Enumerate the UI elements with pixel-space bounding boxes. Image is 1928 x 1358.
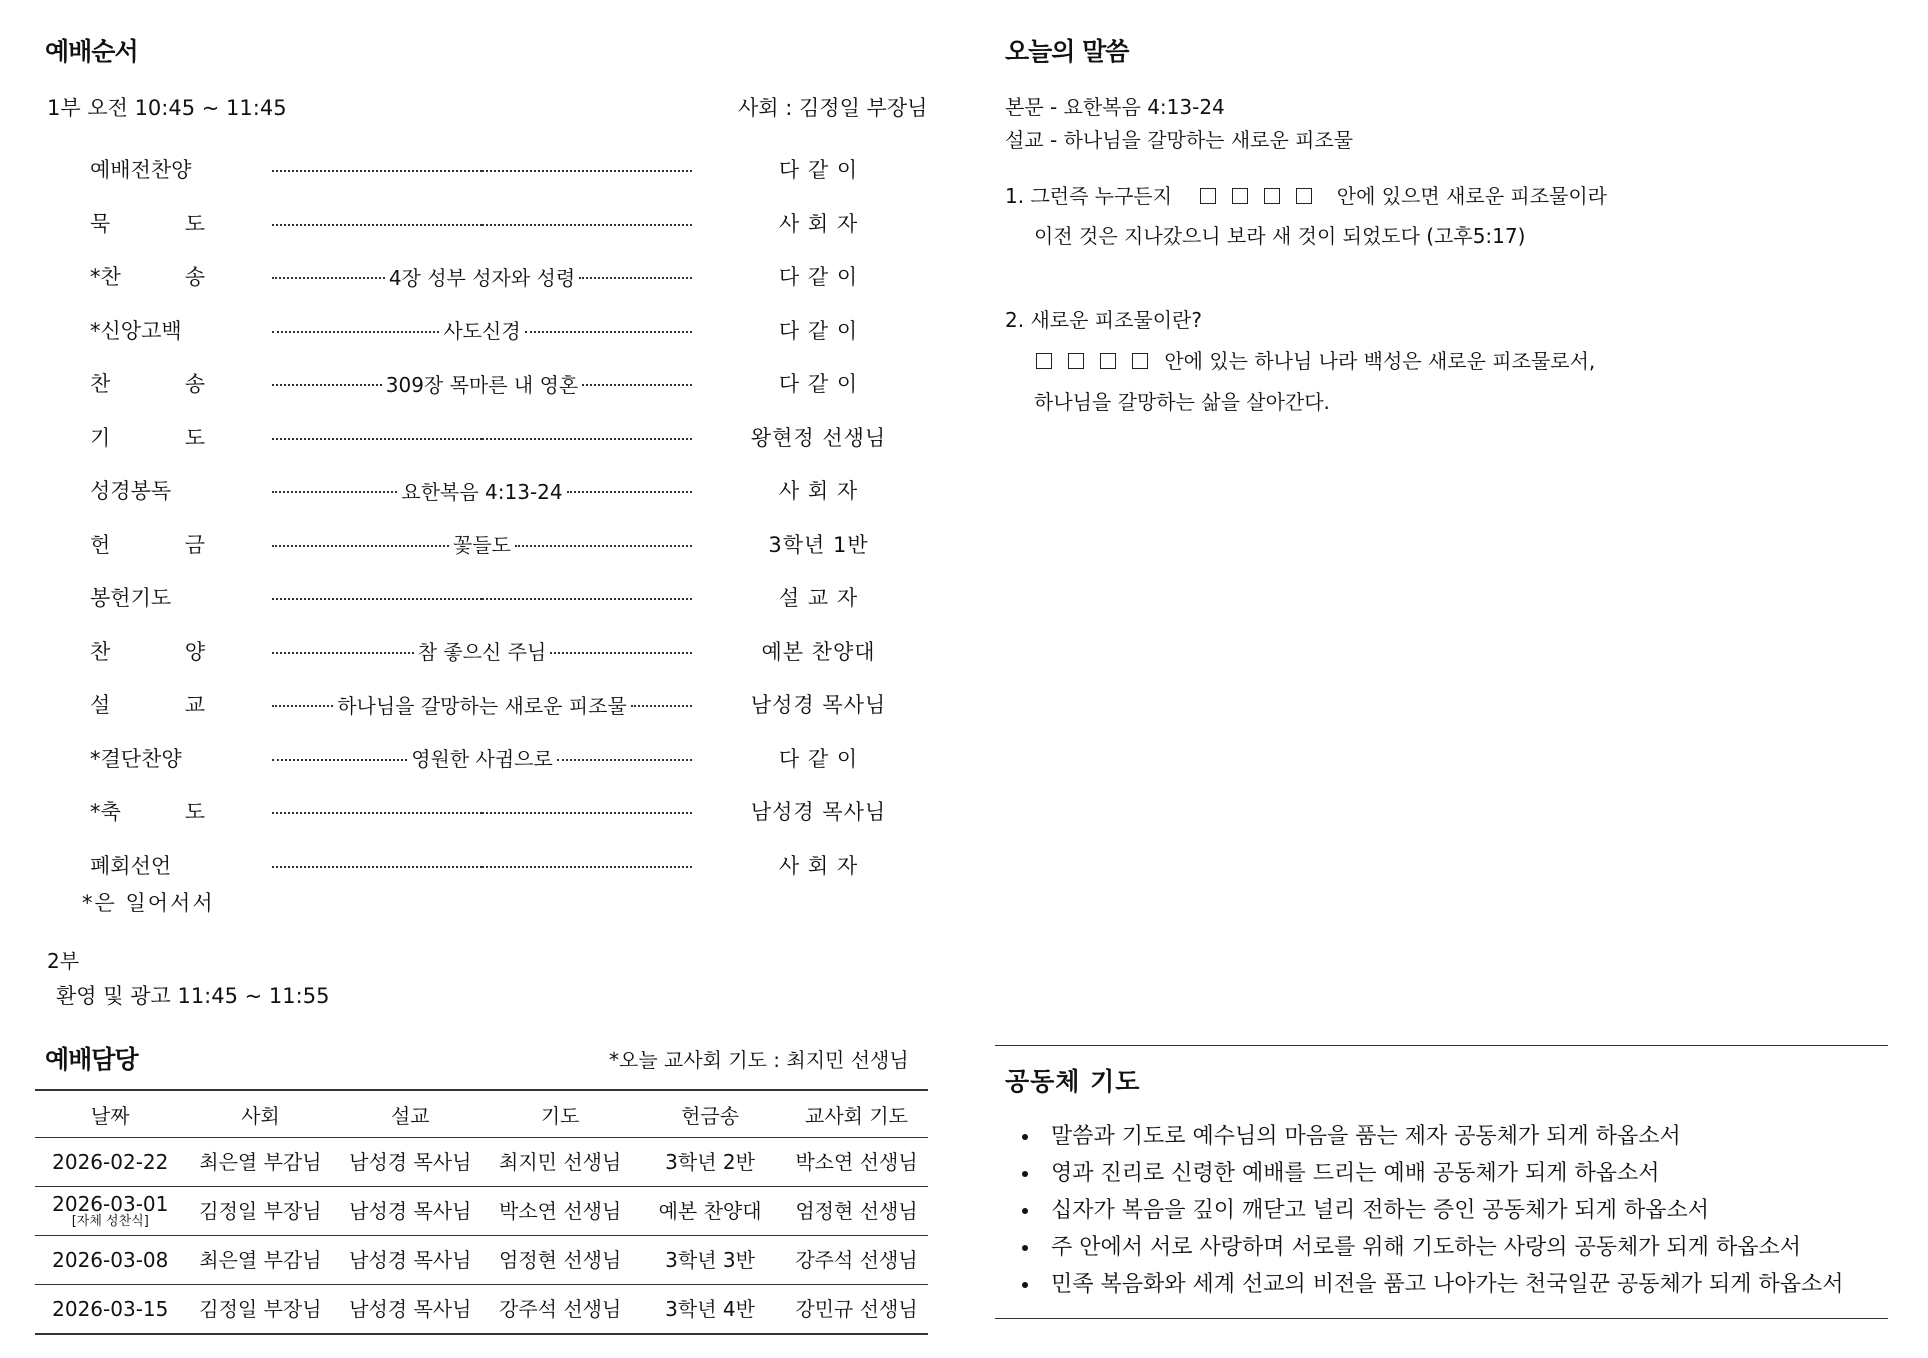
order-item-content: 요한복음 4:13-24: [401, 479, 563, 504]
blank-boxes: [1028, 349, 1156, 373]
table-row: [35, 1187, 928, 1236]
order-item-who: 사 회 자: [778, 853, 859, 878]
column-header-prayer: 기도: [485, 1090, 635, 1138]
table-row: [35, 1236, 928, 1285]
presider-cell: 최은열 부감님: [186, 1138, 336, 1187]
prayer-cell: 박소연 선생님: [485, 1187, 635, 1236]
order-item-who: 사 회 자: [778, 211, 859, 236]
order-item-content: 참 좋으신 주님: [417, 640, 547, 664]
order-item-content: 영원한 사귐으로: [411, 747, 553, 771]
order-item-name: *결단찬양: [90, 746, 182, 771]
blank-box: [1036, 353, 1052, 369]
order-item-who: 설 교 자: [778, 586, 859, 610]
presider-cell: 김정일 부장님: [186, 1187, 336, 1236]
date-text: 2026-03-08: [52, 1247, 169, 1272]
order-item: [0, 368, 1000, 398]
blank-box: [1132, 353, 1148, 369]
order-item-name: 예배전찬양: [90, 158, 192, 182]
session2-label: 2부: [47, 949, 80, 973]
order-item-who: 왕현정 선생님: [750, 425, 887, 450]
order-item-name: 찬 송: [90, 372, 205, 396]
point1-suffix: 안에 있으면 새로운 피조물이라: [1336, 184, 1607, 208]
date-text: 2026-02-22: [52, 1149, 169, 1174]
stand-note: *은 일어서서: [82, 891, 215, 915]
duty-table: [35, 1089, 928, 1335]
order-item-name: 묵 도: [90, 211, 205, 236]
blank-box: [1100, 353, 1116, 369]
list-item: • 민족 복음화와 세계 선교의 비전을 품고 나아가는 천국일꾼 공동체가 되게 하옵소서: [1041, 1266, 1844, 1303]
order-item-who: 다 같 이: [778, 158, 859, 182]
order-item-name: 봉헌기도: [90, 586, 172, 610]
column-header-presider: 사회: [186, 1090, 336, 1138]
point2-line-b: 하나님을 갈망하는 삶을 살아간다.: [1034, 390, 1330, 414]
order-item-name: 찬 양: [90, 639, 205, 664]
order-item-who: 남성경 목사님: [750, 800, 887, 824]
order-item: [0, 689, 1000, 719]
point1-line-a: [1005, 180, 1607, 209]
order-item-who: 예본 찬양대: [761, 639, 876, 664]
presider-cell: 최은열 부감님: [186, 1236, 336, 1285]
point1-line-b: 이전 것은 지나갔으니 보라 새 것이 되었도다 (고후5:17): [1034, 224, 1526, 248]
column-header-offering: 헌금송: [635, 1090, 785, 1138]
list-item: • 영과 진리로 신령한 예배를 드리는 예배 공동체가 되게 하옵소서: [1041, 1155, 1844, 1192]
blank-box: [1200, 188, 1216, 204]
prayer-cell: 최지민 선생님: [485, 1138, 635, 1187]
date-text: 2026-03-15: [52, 1296, 169, 1321]
community-title: 공동체 기도: [1005, 1067, 1141, 1096]
column-header-teacher-prayer: 교사회 기도: [785, 1090, 928, 1138]
order-item-who: 다 같 이: [778, 372, 859, 396]
order-item: [0, 315, 1000, 345]
order-item: [0, 636, 1000, 666]
preacher-cell: 남성경 목사님: [335, 1138, 485, 1187]
prayer-cell: 엄정현 선생님: [485, 1236, 635, 1285]
order-item: [0, 261, 1000, 291]
order-item-content: 꽃들도: [453, 533, 511, 557]
sermon-line: 설교 - 하나님을 갈망하는 새로운 피조물: [1005, 128, 1354, 152]
order-item: [0, 475, 1000, 505]
order-item: [0, 850, 1000, 880]
session2-text: 환영 및 광고 11:45 ~ 11:55: [56, 984, 330, 1008]
order-item-content: 사도신경: [443, 319, 521, 343]
section-divider-bottom: [995, 1318, 1888, 1319]
order-item-who: 다 같 이: [778, 265, 859, 289]
point2-title: 2. 새로운 피조물이란?: [1005, 308, 1202, 332]
table-row: [35, 1138, 928, 1187]
presider-info: 사회 : 김정일 부장님: [738, 96, 928, 120]
date-cell: [35, 1187, 186, 1236]
column-header-preacher: 설교: [335, 1090, 485, 1138]
preacher-cell: 남성경 목사님: [335, 1285, 485, 1335]
offering-cell: 3학년 2반: [635, 1138, 785, 1187]
list-item: • 주 안에서 서로 사랑하며 서로를 위해 기도하는 사랑의 공동체가 되게 하옵소서: [1041, 1229, 1844, 1266]
preacher-cell: 남성경 목사님: [335, 1236, 485, 1285]
prayer-cell: 강주석 선생님: [485, 1285, 635, 1335]
teacher-prayer-info: *오늘 교사회 기도 : 최지민 선생님: [609, 1048, 909, 1072]
date-note: [자체 성찬식]: [71, 1213, 149, 1229]
order-item: [0, 208, 1000, 238]
point2-line-a: [1028, 345, 1595, 374]
scripture-line: 본문 - 요한복음 4:13-24: [1005, 95, 1225, 119]
list-item: • 말씀과 기도로 예수님의 마음을 품는 제자 공동체가 되게 하옵소서: [1041, 1118, 1844, 1155]
date-cell: [35, 1138, 186, 1187]
offering-cell: 예본 찬양대: [635, 1187, 785, 1236]
order-item-content: 4장 성부 성자와 성령: [388, 265, 576, 290]
order-item: [0, 154, 1000, 184]
list-item: • 십자가 복음을 깊이 깨닫고 널리 전하는 증인 공동체가 되게 하옵소서: [1041, 1192, 1844, 1229]
order-item-name: 성경봉독: [90, 479, 172, 503]
order-item: [0, 582, 1000, 612]
date-cell: [35, 1285, 186, 1335]
table-header-row: [35, 1090, 928, 1138]
order-item-name: 기 도: [90, 425, 205, 450]
point2-suffix: 안에 있는 하나님 나라 백성은 새로운 피조물로서,: [1164, 349, 1596, 373]
teacher-prayer-cell: 박소연 선생님: [785, 1138, 928, 1187]
blank-box: [1232, 188, 1248, 204]
order-item-who: 남성경 목사님: [750, 693, 887, 717]
community-prayer-list: [1005, 1118, 1844, 1303]
date-cell: [35, 1236, 186, 1285]
teacher-prayer-cell: 강민규 선생님: [785, 1285, 928, 1335]
blank-box: [1264, 188, 1280, 204]
column-header-date: 날짜: [35, 1090, 186, 1138]
blank-box: [1068, 353, 1084, 369]
date-text: 2026-03-01: [52, 1191, 169, 1216]
offering-cell: 3학년 4반: [635, 1285, 785, 1335]
order-item: [0, 529, 1000, 559]
order-item-content: 309장 목마른 내 영혼: [385, 372, 579, 397]
order-item-who: 다 같 이: [778, 318, 859, 343]
order-item-name: 설 교: [90, 693, 205, 717]
order-item-who: 3학년 1반: [768, 532, 869, 557]
presider-cell: 김정일 부장님: [186, 1285, 336, 1335]
order-title: 예배순서: [45, 37, 138, 66]
blank-box: [1296, 188, 1312, 204]
order-item-name: *신앙고백: [90, 318, 182, 343]
point1-prefix: 1. 그런즉 누구든지: [1005, 184, 1173, 208]
order-item-name: 헌 금: [90, 532, 205, 557]
order-item-name: *축 도: [90, 800, 205, 824]
offering-cell: 3학년 3반: [635, 1236, 785, 1285]
teacher-prayer-cell: 엄정현 선생님: [785, 1187, 928, 1236]
preacher-cell: 남성경 목사님: [335, 1187, 485, 1236]
order-item-name: *찬 송: [90, 265, 205, 289]
order-item-who: 다 같 이: [778, 746, 859, 771]
teacher-prayer-cell: 강주석 선생님: [785, 1236, 928, 1285]
table-row: [35, 1285, 928, 1335]
word-title: 오늘의 말씀: [1005, 37, 1129, 66]
blank-boxes: [1192, 184, 1320, 208]
section-divider-top: [995, 1045, 1888, 1046]
order-item: [0, 743, 1000, 773]
order-item: [0, 796, 1000, 826]
order-item-name: 폐회선언: [90, 853, 172, 878]
order-item-content: 하나님을 갈망하는 새로운 피조물: [337, 693, 627, 718]
duty-title: 예배담당: [45, 1045, 138, 1074]
order-item: [0, 422, 1000, 452]
session1-time: 1부 오전 10:45 ~ 11:45: [47, 96, 287, 120]
order-item-who: 사 회 자: [778, 479, 859, 503]
